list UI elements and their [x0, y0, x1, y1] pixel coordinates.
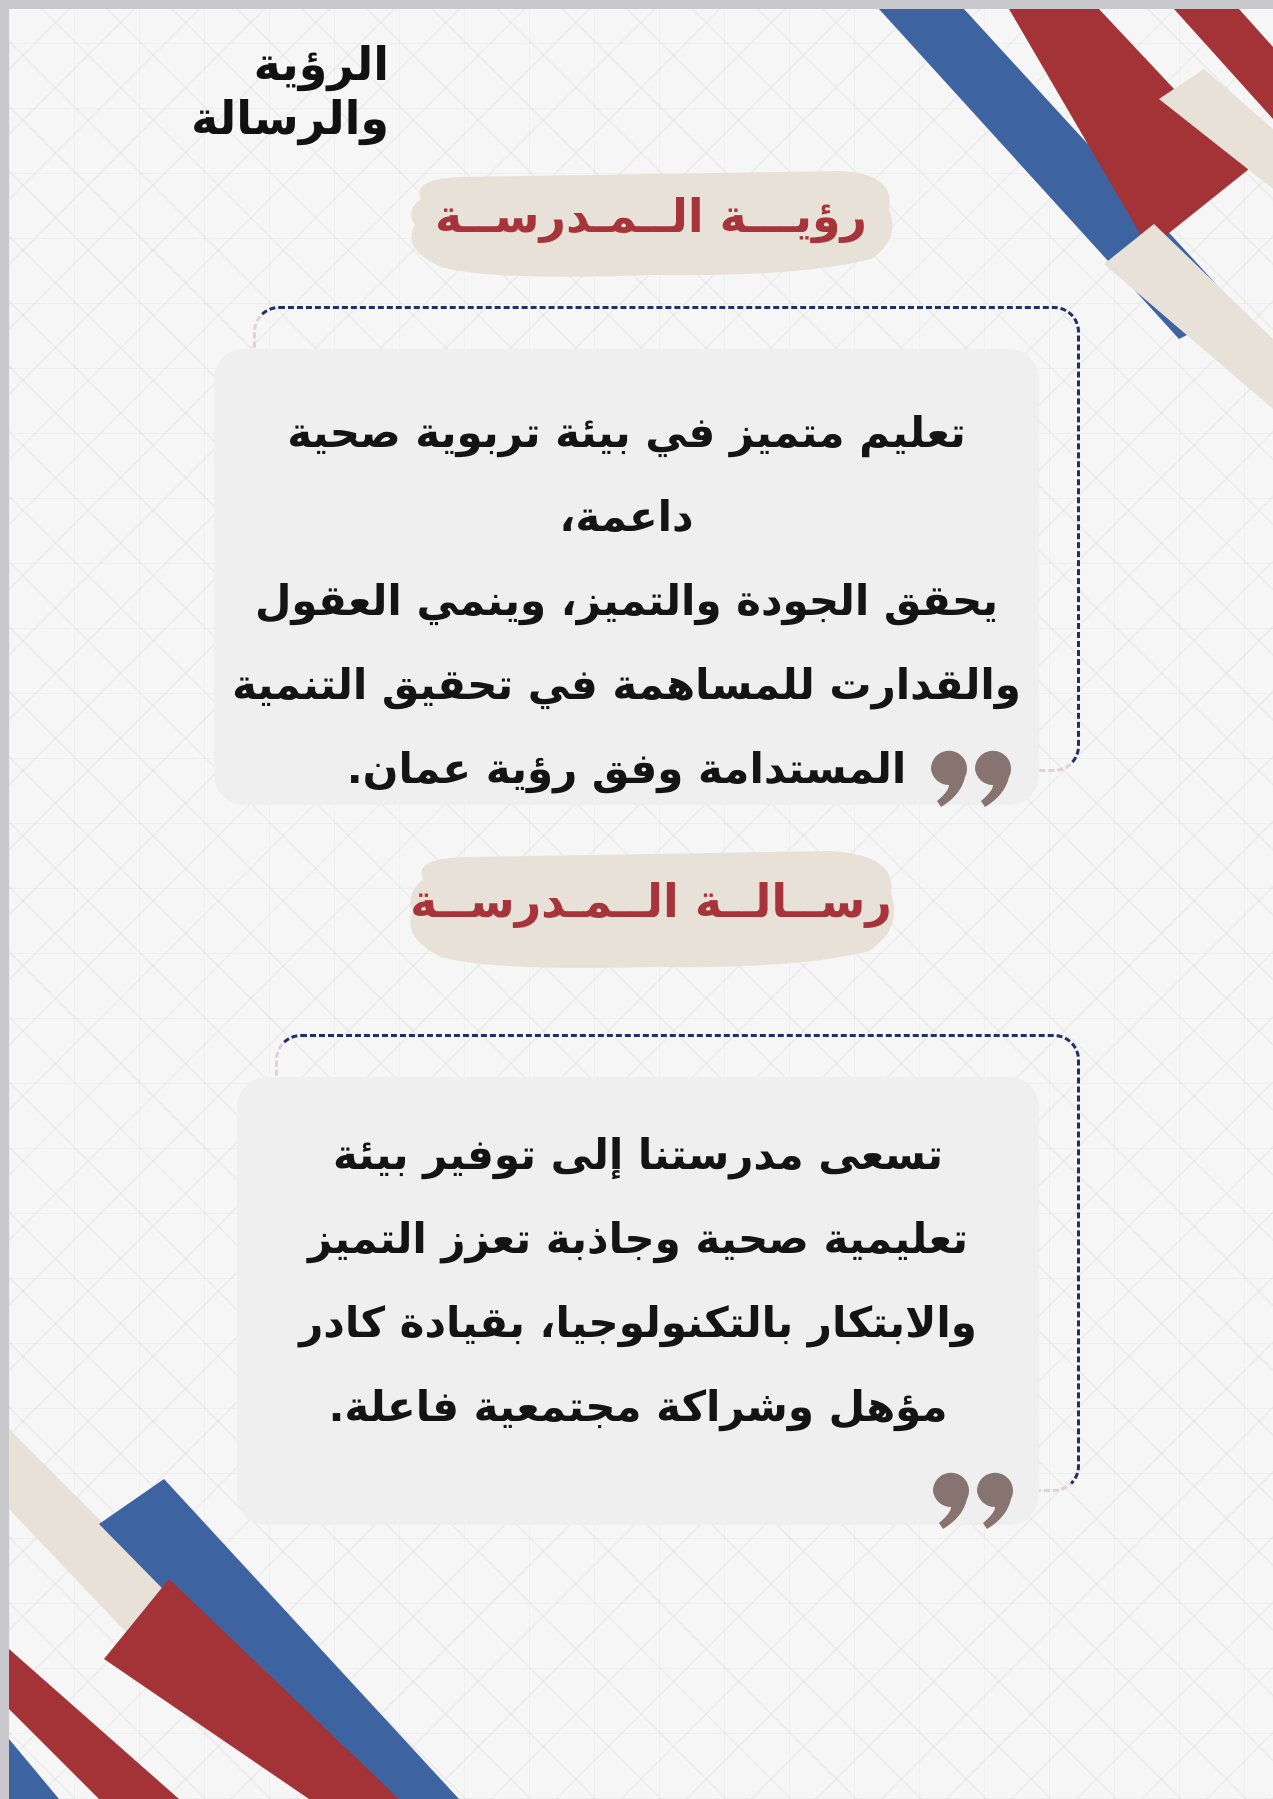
mission-line: تعليمية صحية وجاذبة تعزز التميز — [308, 1214, 968, 1263]
closing-quote-icon — [929, 1469, 1015, 1531]
vision-line: يحقق الجودة والتميز، وينمي العقول — [254, 576, 999, 625]
vision-line: المستدامة وفق رؤية عمان. — [346, 744, 907, 793]
mission-line: والابتكار بالتكنولوجيا، بقيادة كادر — [299, 1298, 977, 1347]
vision-line: والقدارت للمساهمة في تحقيق التنمية — [232, 660, 1021, 709]
mission-heading: رســالــة الــمـدرســة — [410, 874, 892, 928]
mission-line: تسعى مدرستنا إلى توفير بيئة — [332, 1130, 944, 1179]
page — [9, 9, 1273, 1799]
vision-line: تعليم متميز في بيئة تربوية صحية داعمة، — [287, 408, 966, 541]
page-title: الرؤية والرسالة — [191, 37, 389, 145]
vision-heading: رؤيـــة الــمـدرســة — [434, 189, 868, 243]
mission-text — [247, 1113, 1029, 1449]
closing-quote-icon — [927, 747, 1013, 809]
mission-line: مؤهل وشراكة مجتمعية فاعلة. — [328, 1382, 948, 1431]
vision-text — [224, 391, 1029, 811]
